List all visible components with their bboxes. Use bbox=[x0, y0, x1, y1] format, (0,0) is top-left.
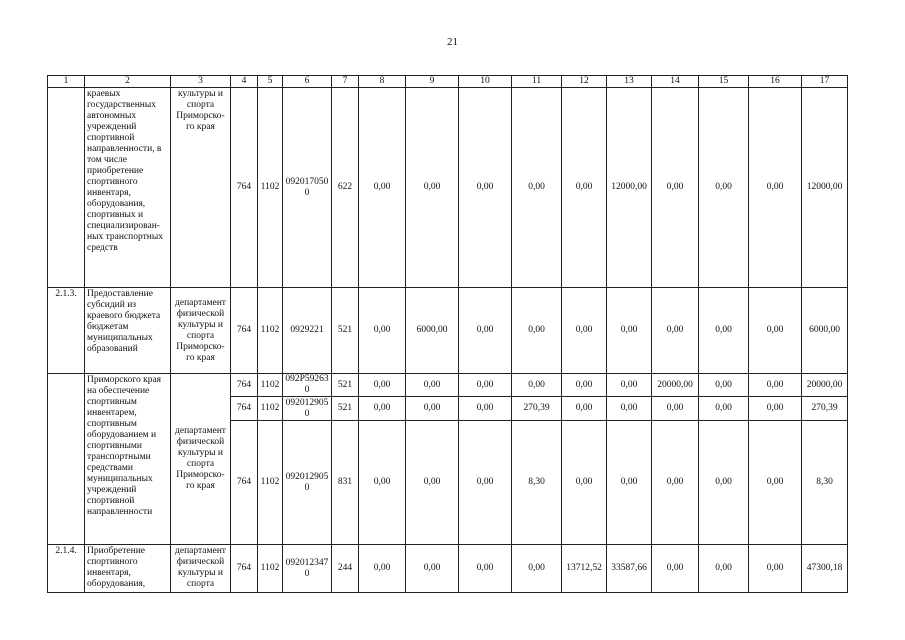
column-header: 2 bbox=[85, 76, 171, 88]
section-code: 1102 bbox=[258, 288, 283, 374]
amount-col-11: 0,00 bbox=[512, 545, 562, 593]
amount-col-14: 20000,00 bbox=[652, 374, 699, 397]
amount-total: 8,30 bbox=[802, 421, 848, 545]
table-row bbox=[48, 374, 848, 397]
expense-type-code: 831 bbox=[332, 421, 359, 545]
column-header: 3 bbox=[171, 76, 231, 88]
amount-total: 47300,18 bbox=[802, 545, 848, 593]
target-article-code: 0929221 bbox=[283, 288, 332, 374]
responsible-executor: департамент физической культуры и спорта bbox=[171, 545, 231, 593]
section-code: 1102 bbox=[258, 397, 283, 421]
table-row bbox=[48, 288, 848, 374]
amount-total: 20000,00 bbox=[802, 374, 848, 397]
amount-col-12: 0,00 bbox=[562, 397, 607, 421]
amount-col-8: 0,00 bbox=[359, 88, 406, 288]
amount-col-11: 8,30 bbox=[512, 421, 562, 545]
amount-col-8: 0,00 bbox=[359, 374, 406, 397]
amount-col-12: 0,00 bbox=[562, 421, 607, 545]
column-header: 1 bbox=[48, 76, 85, 88]
amount-col-16: 0,00 bbox=[749, 421, 802, 545]
table-row bbox=[48, 545, 848, 593]
amount-col-13: 33587,66 bbox=[607, 545, 652, 593]
amount-col-13: 0,00 bbox=[607, 421, 652, 545]
target-article-code: 0920129050 bbox=[283, 397, 332, 421]
amount-col-8: 0,00 bbox=[359, 421, 406, 545]
amount-total: 6000,00 bbox=[802, 288, 848, 374]
expense-type-code: 244 bbox=[332, 545, 359, 593]
amount-col-11: 270,39 bbox=[512, 397, 562, 421]
column-header: 16 bbox=[749, 76, 802, 88]
amount-col-14: 0,00 bbox=[652, 421, 699, 545]
section-code: 1102 bbox=[258, 374, 283, 397]
grbs-code: 764 bbox=[231, 545, 258, 593]
grbs-code: 764 bbox=[231, 88, 258, 288]
amount-col-8: 0,00 bbox=[359, 288, 406, 374]
column-header: 8 bbox=[359, 76, 406, 88]
budget-table bbox=[47, 75, 848, 593]
page-number: 21 bbox=[447, 36, 458, 48]
column-header: 9 bbox=[406, 76, 459, 88]
target-article-code: 092P592630 bbox=[283, 374, 332, 397]
amount-col-16: 0,00 bbox=[749, 288, 802, 374]
column-header: 11 bbox=[512, 76, 562, 88]
amount-col-10: 0,00 bbox=[459, 421, 512, 545]
amount-col-8: 0,00 bbox=[359, 397, 406, 421]
expense-type-code: 521 bbox=[332, 288, 359, 374]
amount-col-15: 0,00 bbox=[699, 421, 749, 545]
amount-col-9: 6000,00 bbox=[406, 288, 459, 374]
responsible-executor: культуры и спорта Приморско-го края bbox=[171, 88, 231, 288]
activity-name: Предоставление субсидий из краевого бюджета бюджетам муниципальных образований bbox=[85, 288, 171, 374]
amount-col-12: 13712,52 bbox=[562, 545, 607, 593]
section-code: 1102 bbox=[258, 88, 283, 288]
column-header: 15 bbox=[699, 76, 749, 88]
amount-col-10: 0,00 bbox=[459, 288, 512, 374]
amount-col-15: 0,00 bbox=[699, 374, 749, 397]
amount-col-8: 0,00 bbox=[359, 545, 406, 593]
responsible-executor: департамент физической культуры и спорта Приморско-го края bbox=[171, 374, 231, 545]
target-article-code: 0920170500 bbox=[283, 88, 332, 288]
table-row bbox=[48, 88, 848, 288]
amount-col-9: 0,00 bbox=[406, 545, 459, 593]
grbs-code: 764 bbox=[231, 421, 258, 545]
amount-col-10: 0,00 bbox=[459, 88, 512, 288]
column-number-row bbox=[48, 76, 848, 88]
amount-col-16: 0,00 bbox=[749, 545, 802, 593]
amount-col-12: 0,00 bbox=[562, 374, 607, 397]
column-header: 14 bbox=[652, 76, 699, 88]
amount-col-15: 0,00 bbox=[699, 545, 749, 593]
column-header: 10 bbox=[459, 76, 512, 88]
amount-col-10: 0,00 bbox=[459, 374, 512, 397]
expense-type-code: 521 bbox=[332, 374, 359, 397]
amount-col-11: 0,00 bbox=[512, 374, 562, 397]
expense-type-code: 521 bbox=[332, 397, 359, 421]
amount-col-12: 0,00 bbox=[562, 288, 607, 374]
column-header: 5 bbox=[258, 76, 283, 88]
amount-col-16: 0,00 bbox=[749, 88, 802, 288]
amount-col-10: 0,00 bbox=[459, 545, 512, 593]
grbs-code: 764 bbox=[231, 397, 258, 421]
amount-col-10: 0,00 bbox=[459, 397, 512, 421]
amount-col-14: 0,00 bbox=[652, 397, 699, 421]
item-number: 2.1.3. bbox=[48, 288, 85, 374]
amount-col-13: 0,00 bbox=[607, 288, 652, 374]
item-number bbox=[48, 88, 85, 288]
column-header: 4 bbox=[231, 76, 258, 88]
amount-col-16: 0,00 bbox=[749, 397, 802, 421]
activity-name: Приобретение спортивного инвентаря, оборудования, bbox=[85, 545, 171, 593]
amount-col-16: 0,00 bbox=[749, 374, 802, 397]
amount-col-9: 0,00 bbox=[406, 397, 459, 421]
amount-col-12: 0,00 bbox=[562, 88, 607, 288]
section-code: 1102 bbox=[258, 421, 283, 545]
activity-name: Приморского края на обеспечение спортивным инвентарем, спортивным оборудованием и спортивными транспортными средствами муниципальных учреждений спортивной направленности bbox=[85, 374, 171, 545]
target-article-code: 0920123470 bbox=[283, 545, 332, 593]
item-number: 2.1.4. bbox=[48, 545, 85, 593]
amount-col-9: 0,00 bbox=[406, 374, 459, 397]
amount-col-13: 0,00 bbox=[607, 397, 652, 421]
grbs-code: 764 bbox=[231, 288, 258, 374]
amount-col-11: 0,00 bbox=[512, 88, 562, 288]
amount-col-9: 0,00 bbox=[406, 88, 459, 288]
activity-name: краевых государственных автономных учреждений спортивной направленности, в том числе приобретение спортивного инвентаря, оборудования, спортивных и специализирован-ных транспортных средств bbox=[85, 88, 171, 288]
section-code: 1102 bbox=[258, 545, 283, 593]
amount-col-15: 0,00 bbox=[699, 288, 749, 374]
amount-total: 12000,00 bbox=[802, 88, 848, 288]
amount-col-15: 0,00 bbox=[699, 397, 749, 421]
column-header: 7 bbox=[332, 76, 359, 88]
column-header: 12 bbox=[562, 76, 607, 88]
amount-col-11: 0,00 bbox=[512, 288, 562, 374]
amount-total: 270,39 bbox=[802, 397, 848, 421]
target-article-code: 0920129050 bbox=[283, 421, 332, 545]
item-number bbox=[48, 374, 85, 545]
amount-col-9: 0,00 bbox=[406, 421, 459, 545]
column-header: 17 bbox=[802, 76, 848, 88]
expense-type-code: 622 bbox=[332, 88, 359, 288]
column-header: 13 bbox=[607, 76, 652, 88]
amount-col-14: 0,00 bbox=[652, 88, 699, 288]
amount-col-14: 0,00 bbox=[652, 288, 699, 374]
column-header: 6 bbox=[283, 76, 332, 88]
amount-col-15: 0,00 bbox=[699, 88, 749, 288]
responsible-executor: департамент физической культуры и спорта Приморско-го края bbox=[171, 288, 231, 374]
amount-col-13: 12000,00 bbox=[607, 88, 652, 288]
amount-col-13: 0,00 bbox=[607, 374, 652, 397]
amount-col-14: 0,00 bbox=[652, 545, 699, 593]
grbs-code: 764 bbox=[231, 374, 258, 397]
